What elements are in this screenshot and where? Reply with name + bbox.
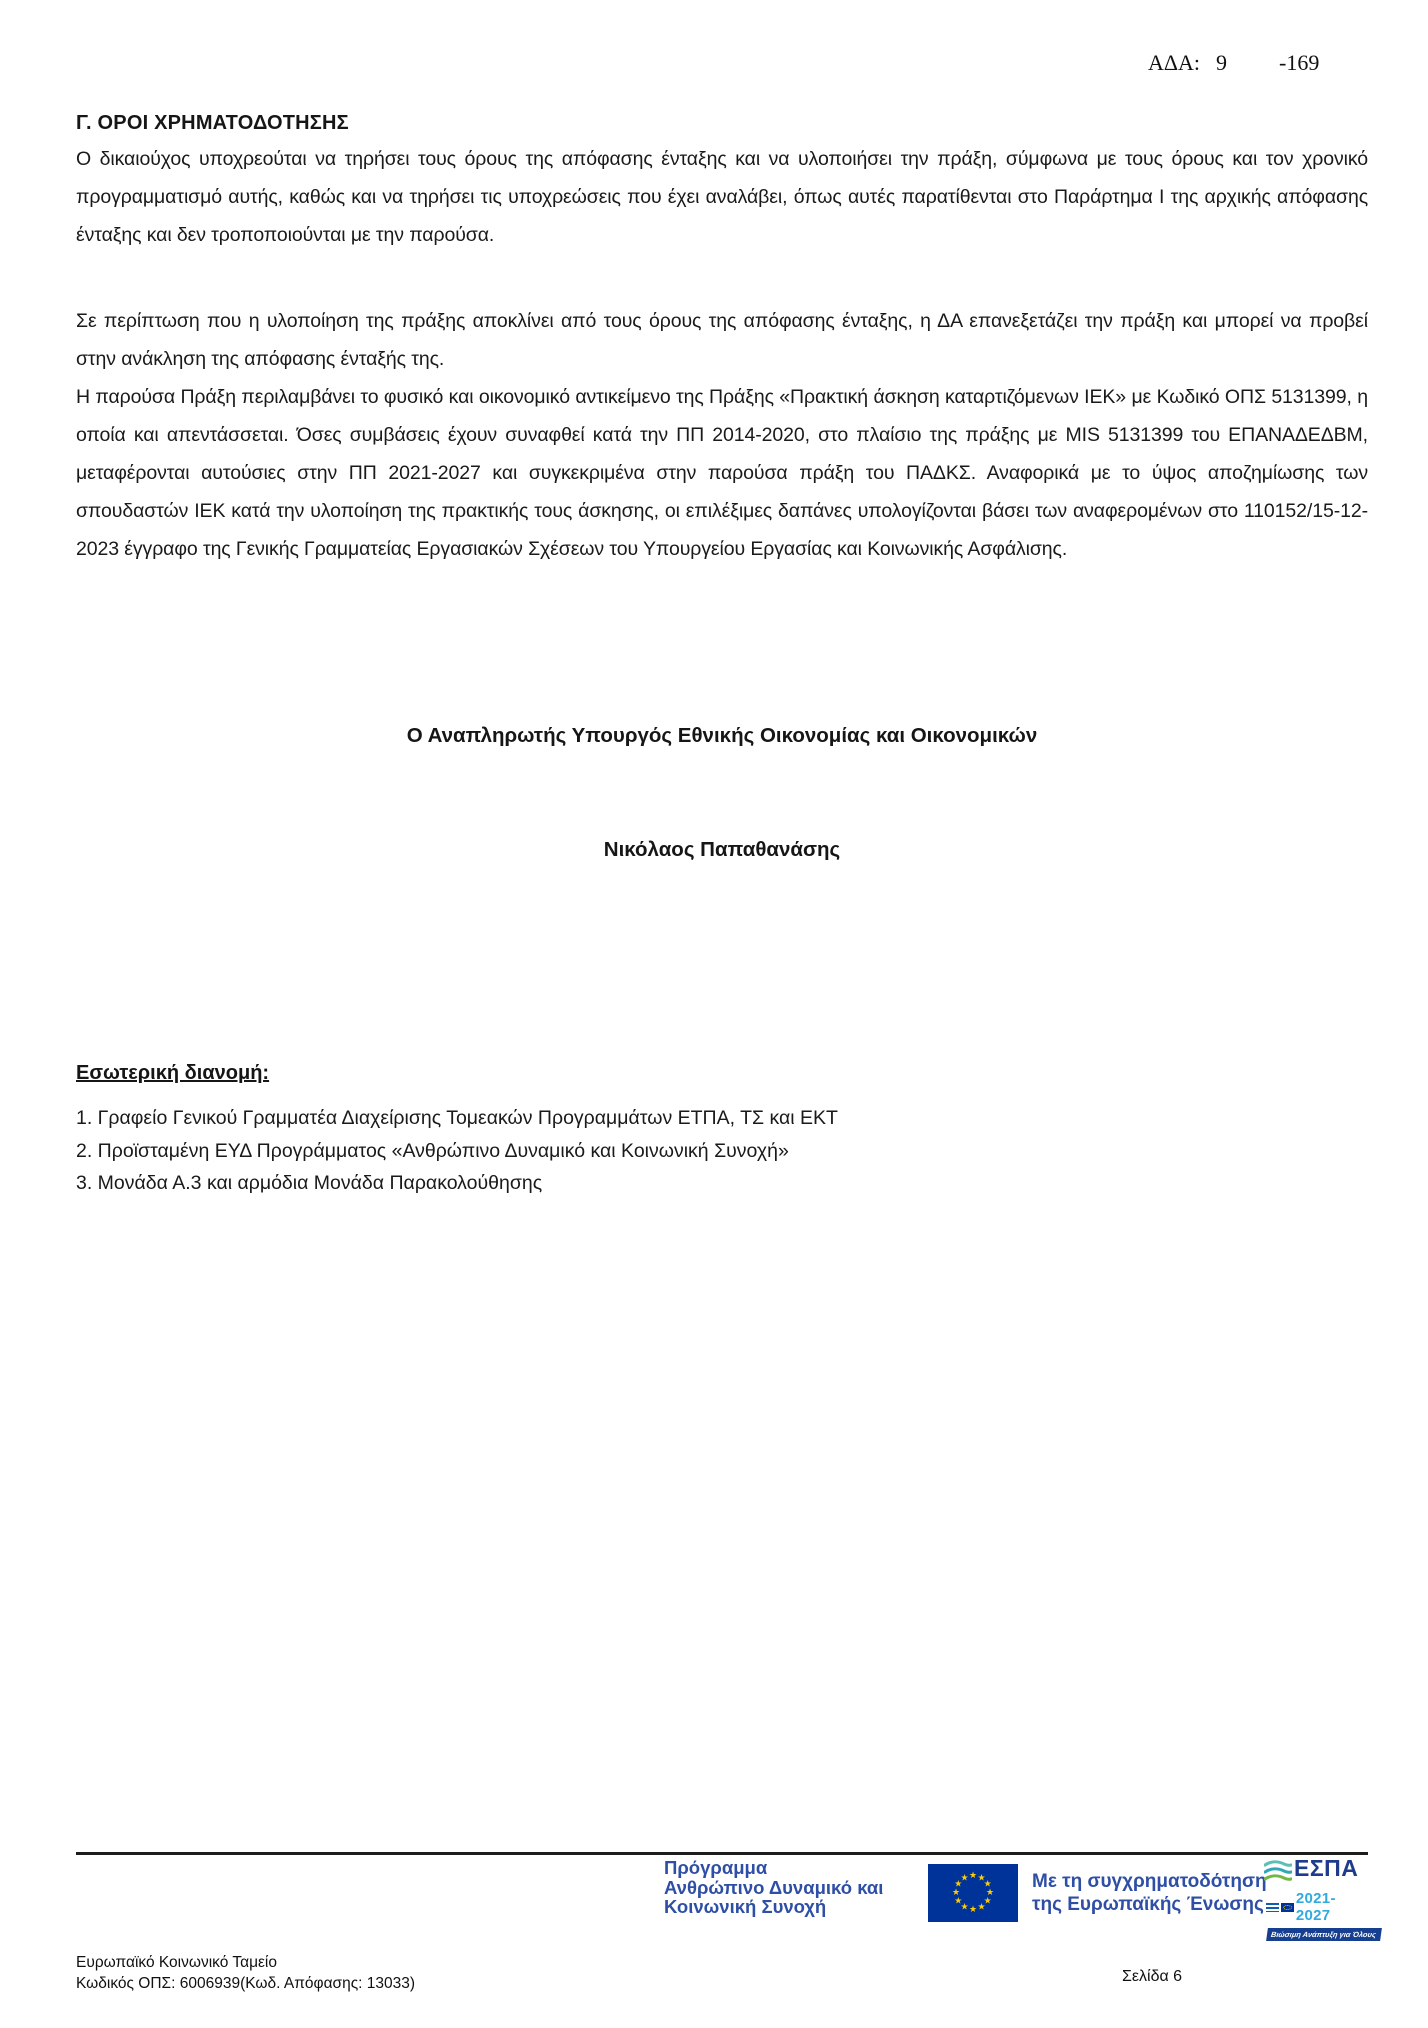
fund-name: Ευρωπαϊκό Κοινωνικό Ταμείο [76,1954,277,1971]
svg-text:★: ★ [951,1888,961,1898]
paragraph-project-scope: Η παρούσα Πράξη περιλαμβάνει το φυσικό και οικονομικό αντικείμενο της Πράξης «Πρακτική άσκηση καταρτιζόμενων ΙΕΚ» με Κωδικό ΟΠΣ 5131399, η οποία και απεντάσσεται. Όσες συμβάσεις έχουν συναφθεί κατά την ΠΠ 2014-2020, στο πλαίσιο της πράξης με MIS 5131399 του ΕΠΑΝΑΔΕΔΒΜ, μεταφέρονται αυτούσιες στην ΠΠ 2021-2027 και συγκεκριμένα στην παρούσα πράξη του ΠΑΔΚΣ. Αναφορικά με το ύψος αποζημίωσης των σπουδαστών ΙΕΚ κατά την υλοποίηση της πρακτικής τους άσκησης, οι επιλέξιμες δαπάνες υπολογίζονται βάσει των αναφερομένων στο 110152/15-12-2023 έγγραφο της Γενικής Γραμματείας Εργασιακών Σχέσεων του Υπουργείου Εργασίας και Κοινωνικής Ασφάλισης. [76,386,1368,560]
svg-text:★: ★ [954,1879,963,1890]
ada-code-part2: -169 [1279,50,1320,75]
svg-text:★: ★ [968,1905,978,1915]
distribution-item: 3. Μονάδα Α.3 και αρμόδια Μονάδα Παρακολούθησης [76,1172,543,1194]
distribution-item: 1. Γραφείο Γενικού Γραμματέα Διαχείρισης Τομεακών Προγραμμάτων ΕΤΠΑ, ΤΣ και ΕΚΤ [76,1107,838,1129]
ada-code [1148,50,1319,76]
svg-text:★: ★ [954,1896,963,1907]
ops-code: Κωδικός ΟΠΣ: 6006939(Κωδ. Απόφασης: 13033) [76,1975,416,1992]
program-logo-line2: Ανθρώπινο Δυναμικό και [664,1876,884,1898]
svg-text:★: ★ [983,1896,992,1907]
fund-info [76,1952,415,1994]
distribution-list [76,1102,1176,1200]
svg-text:★: ★ [977,1873,986,1884]
eu-cofunding-line2: της Ευρωπαϊκής Ένωσης [1032,1894,1264,1915]
signature-name: Νικόλαος Παπαθανάσης [603,838,841,861]
footer-divider [76,1852,1368,1855]
espa-tagline: Βιώσιμη Ανάπτυξη για Όλους [1266,1928,1382,1941]
svg-text:★: ★ [960,1873,969,1884]
svg-text:★: ★ [960,1902,969,1913]
paragraph-funding-terms: Ο δικαιούχος υποχρεούται να τηρήσει τους όρους της απόφασης ένταξης και να υλοποιήσει την πράξη, σύμφωνα με τους όρους και τον χρονικό προγραμματισμό αυτής, καθώς και να τηρήσει τις υποχρεώσεις που έχει αναλάβει, όπως αυτές παρατίθενται στο Παράρτημα Ι της αρχικής απόφασης ένταξης και δεν τροποποιούνται με την παρούσα. [76,148,1368,246]
espa-name: ΕΣΠΑ [1294,1855,1359,1881]
svg-text:★: ★ [968,1871,978,1881]
eu-flag-small-icon [1281,1903,1294,1912]
program-logo [664,1858,883,1917]
espa-logo [1264,1855,1377,1939]
page-number: Σελίδα 6 [1122,1968,1183,1985]
svg-text:★: ★ [983,1879,992,1890]
ada-label: ΑΔΑ: [1148,50,1201,75]
program-logo-line1: Πρόγραμμα [664,1857,768,1878]
espa-period: 2021-2027 [1295,1890,1336,1924]
distribution-heading: Εσωτερική διανομή: [76,1062,270,1084]
signature-title: Ο Αναπληρωτής Υπουργός Εθνικής Οικονομίας και Οικονομικών [406,724,1038,747]
ada-code-part1: 9 [1216,50,1228,75]
svg-text:★: ★ [985,1888,995,1898]
eu-flag-icon [928,1864,1018,1922]
greek-flag-icon [1266,1903,1279,1912]
eu-cofunding-line1: Με τη συγχρηματοδότηση [1032,1871,1267,1892]
paragraph-deviation-clause: Σε περίπτωση που η υλοποίηση της πράξης αποκλίνει από τους όρους της απόφασης ένταξης, η ΔΑ επανεξετάζει την πράξη και μπορεί να προβεί στην ανάκληση της απόφασης ένταξής της. [76,310,1368,370]
eu-cofunding-text [1032,1870,1267,1916]
svg-text:★: ★ [977,1902,986,1913]
espa-waves-icon [1264,1860,1292,1889]
program-logo-line3: Κοινωνική Συνοχή [664,1896,827,1917]
distribution-item: 2. Προϊσταμένη ΕΥΔ Προγράμματος «Ανθρώπινο Δυναμικό και Κοινωνική Συνοχή» [76,1139,789,1162]
section-heading: Γ. ΟΡΟΙ ΧΡΗΜΑΤΟΔΟΤΗΣΗΣ [76,112,349,134]
